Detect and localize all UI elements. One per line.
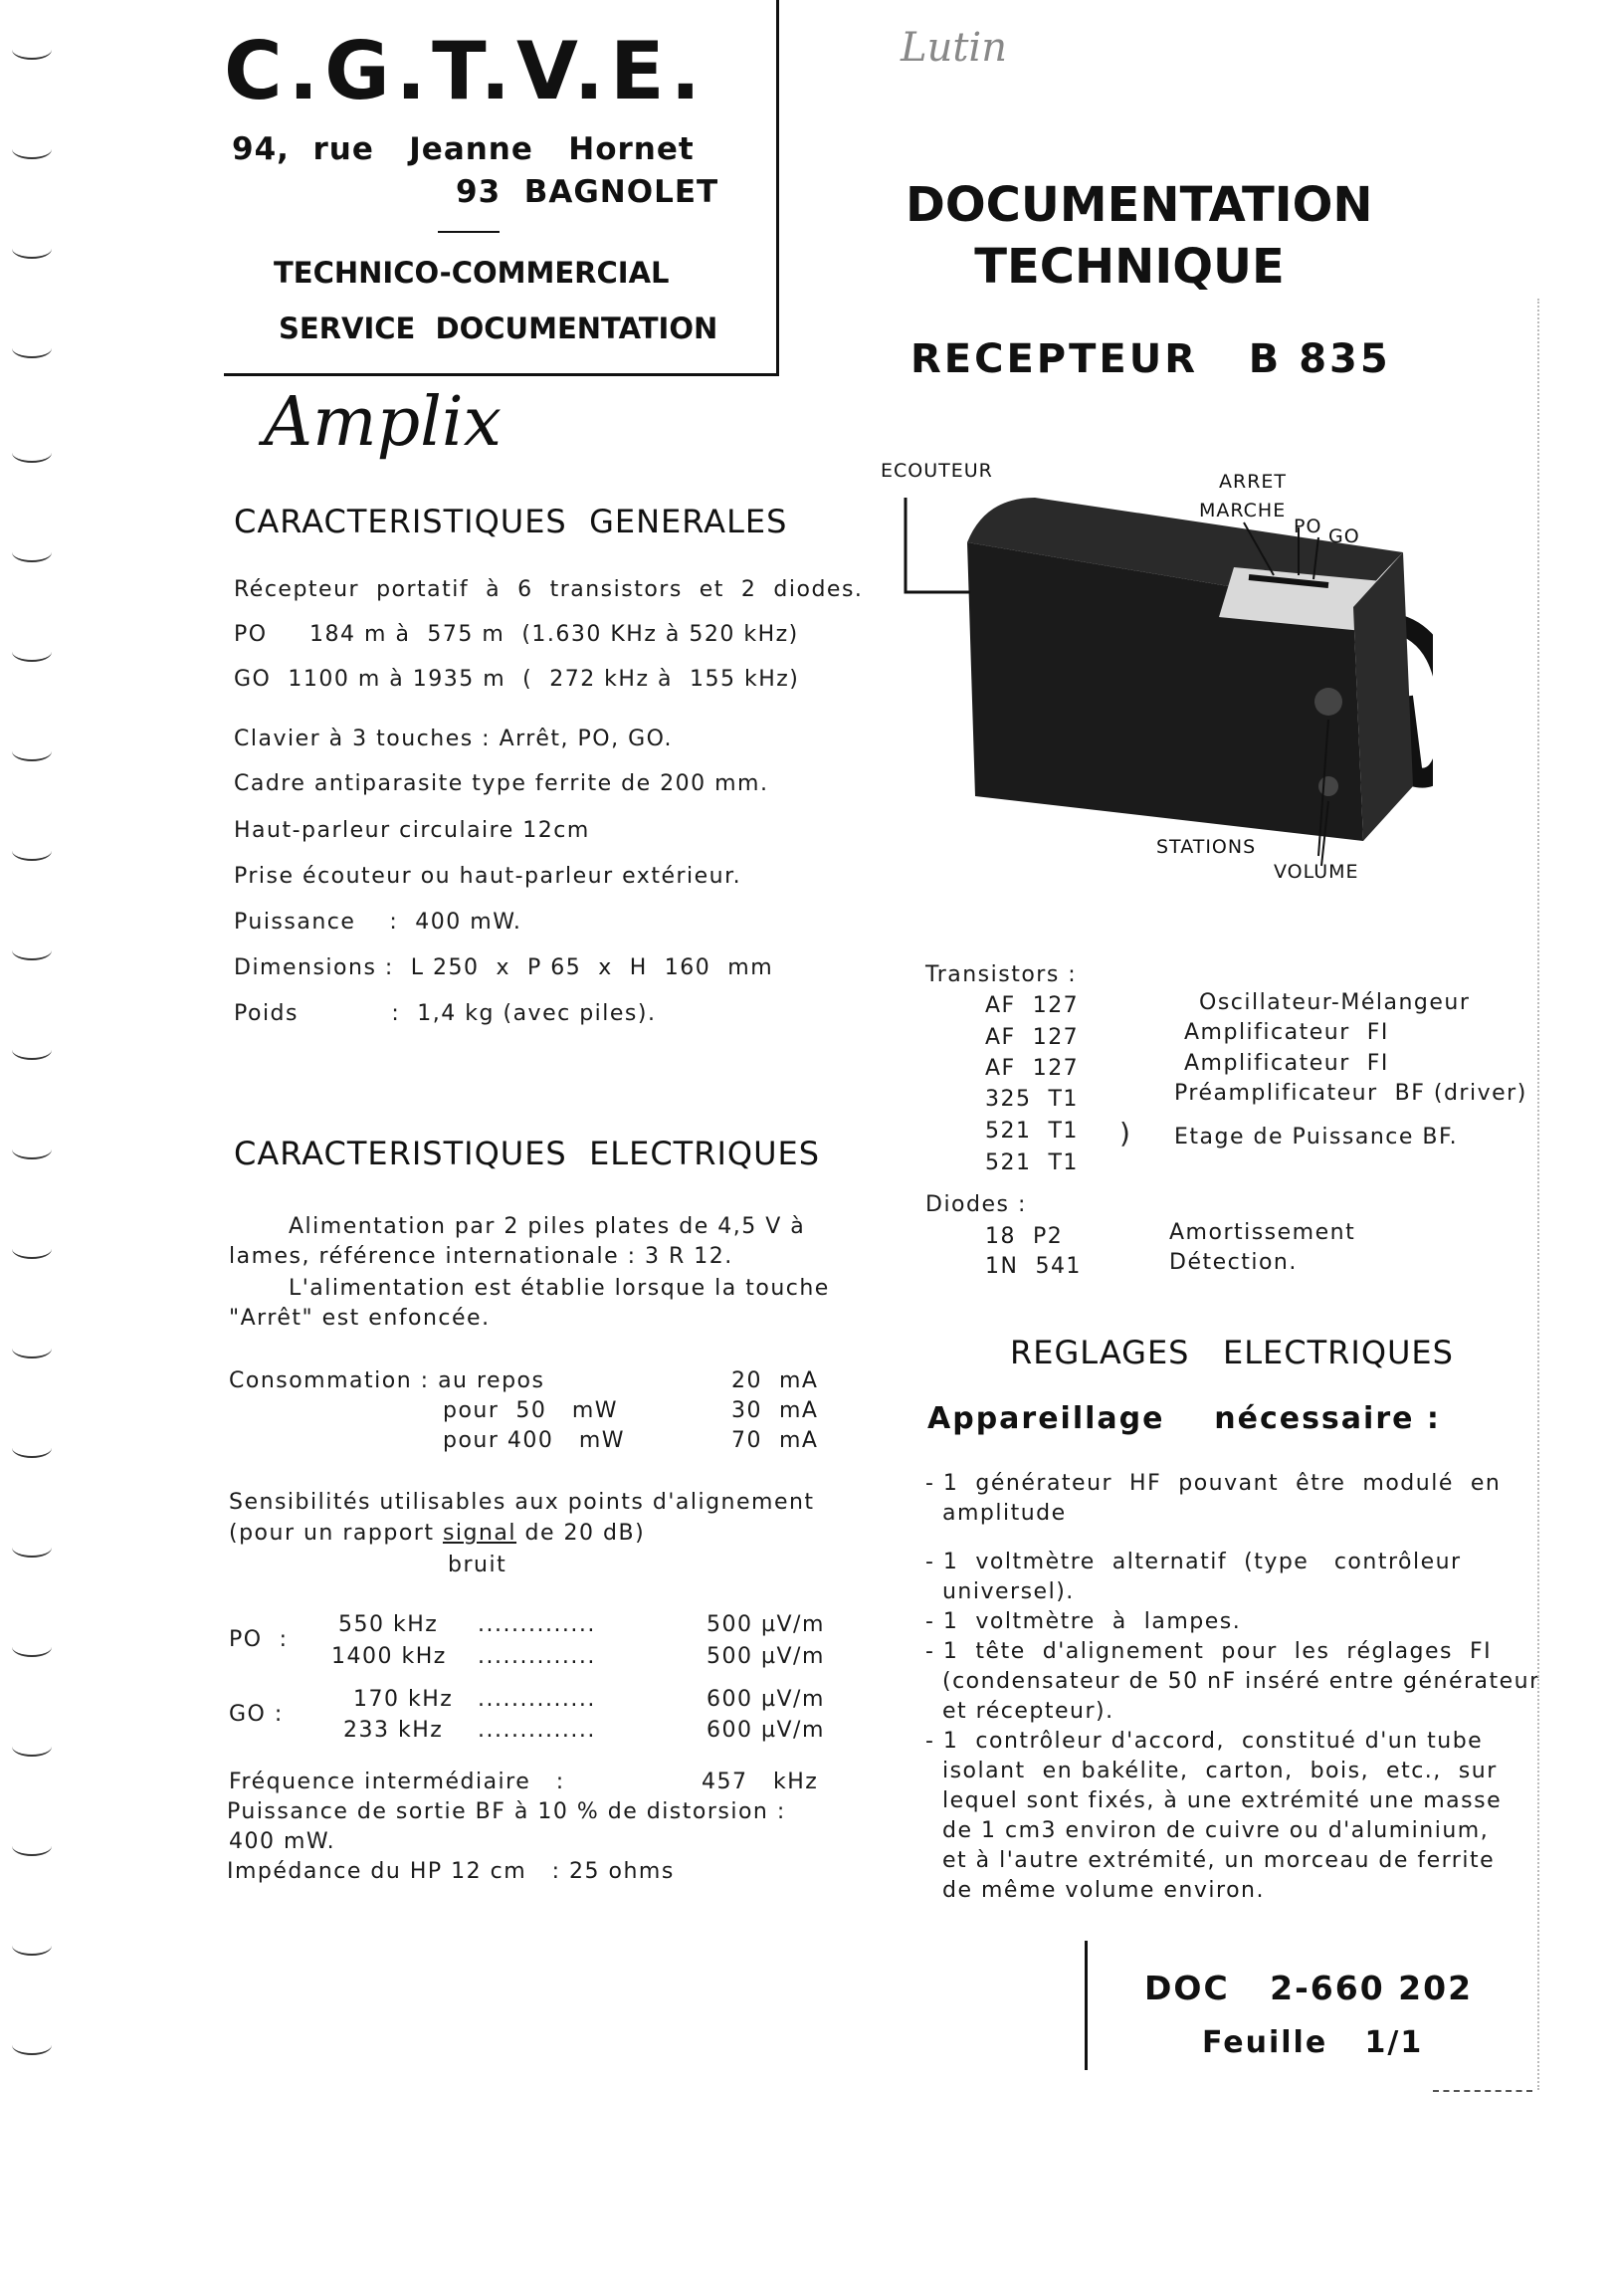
binding-mark (12, 841, 52, 861)
binding-mark (12, 1438, 52, 1458)
conso-label-row: pour 50 mW (443, 1398, 619, 1423)
label-marche: MARCHE (1199, 500, 1287, 522)
conso-value: 30 mA (731, 1398, 819, 1423)
sens-bruit: bruit (448, 1553, 507, 1577)
generales-line: Clavier à 3 touches : Arrêt, PO, GO. (234, 727, 674, 751)
generales-line: Prise écouteur ou haut-parleur extérieur. (234, 864, 742, 889)
company-name: C.G.T.V.E. (224, 25, 706, 117)
generales-line: GO 1100 m à 1935 m ( 272 kHz à 155 kHz) (234, 667, 800, 692)
header-divider (438, 231, 500, 233)
footer-dash (1433, 2090, 1532, 2092)
hp-line: Impédance du HP 12 cm : 25 ohms (227, 1859, 675, 1884)
sens-text-b: de 20 dB) (516, 1521, 646, 1546)
generales-line: Récepteur portatif à 6 transistors et 2 diodes. (234, 577, 864, 602)
appareillage-line: et récepteur). (925, 1699, 1114, 1724)
address-line-2: 93 BAGNOLET (456, 174, 719, 210)
alim-line-3: L'alimentation est établie lorsque la touche (289, 1276, 830, 1301)
transistor-ref: 325 T1 (985, 1087, 1079, 1112)
diode-role: Amortissement (1169, 1220, 1356, 1245)
tuning-knob (1314, 688, 1342, 716)
radio-diagram (876, 458, 1433, 896)
doc-number: DOC 2-660 202 (1144, 1969, 1474, 2007)
appareillage-line: - 1 tête d'alignement pour les réglages FI (925, 1639, 1493, 1664)
po-value: 500 µV/m (706, 1612, 825, 1637)
appareillage-line: universel). (925, 1579, 1075, 1604)
po-dots: .............. (478, 1612, 596, 1637)
binding-mark (12, 1637, 52, 1657)
right-edge-marks (1537, 299, 1539, 2090)
generales-line: Puissance : 400 mW. (234, 910, 522, 935)
label-ecouteur: ECOUTEUR (881, 460, 993, 482)
sens-text-a: (pour un rapport (229, 1521, 443, 1546)
sensibilite-line-2 (229, 1521, 645, 1546)
alim-line-4: "Arrêt" est enfoncée. (229, 1306, 491, 1331)
binding-mark (12, 542, 52, 562)
alim-line-1: Alimentation par 2 piles plates de 4,5 V à (289, 1214, 806, 1239)
binding-mark (12, 2035, 52, 2055)
brand-signature: Amplix (264, 383, 502, 462)
transistor-ref: AF 127 (985, 1025, 1080, 1050)
appareillage-line: de même volume environ. (925, 1878, 1265, 1903)
appareillage-line: - 1 voltmètre à lampes. (925, 1609, 1242, 1634)
label-go: GO (1328, 525, 1360, 547)
generales-line: PO 184 m à 575 m (1.630 KHz à 520 kHz) (234, 622, 799, 647)
go-dots: .............. (478, 1687, 596, 1712)
ecouteur-lead (906, 498, 970, 592)
binding-mark (12, 940, 52, 960)
generales-line: Poids : 1,4 kg (avec piles). (234, 1001, 657, 1026)
appareillage-line: isolant en bakélite, carton, bois, etc., sur (925, 1759, 1498, 1783)
alim-line-2: lames, référence internationale : 3 R 12. (229, 1244, 733, 1269)
footer-rule (1085, 1941, 1096, 2070)
appareillage-title: Appareillage nécessaire : (927, 1401, 1441, 1436)
go-value: 600 µV/m (706, 1718, 825, 1743)
binding-mark (12, 741, 52, 761)
sheet-number: Feuille 1/1 (1202, 2025, 1424, 2060)
section-title-reglages: REGLAGES ELECTRIQUES (1010, 1334, 1454, 1371)
generales-line: Haut-parleur circulaire 12cm (234, 818, 590, 843)
address-line-1: 94, rue Jeanne Hornet (232, 131, 695, 167)
go-freq: 170 kHz (353, 1687, 454, 1712)
binding-mark (12, 1339, 52, 1358)
transistor-ref: 521 T1 (985, 1119, 1079, 1144)
appareillage-line: amplitude (925, 1501, 1067, 1526)
transistors-label: Transistors : (925, 962, 1078, 987)
bf-line-1: Puissance de sortie BF à 10 % de distorsion : (227, 1799, 786, 1824)
binding-mark (12, 338, 52, 358)
label-volume: VOLUME (1274, 861, 1359, 883)
go-freq: 233 kHz (343, 1718, 444, 1743)
binding-mark (12, 1737, 52, 1757)
go-value: 600 µV/m (706, 1687, 825, 1712)
binding-mark (12, 443, 52, 463)
transistor-role: Préamplificateur BF (driver) (1174, 1081, 1527, 1106)
binding-mark (12, 239, 52, 259)
diode-ref: 18 P2 (985, 1224, 1064, 1249)
binding-mark (12, 642, 52, 662)
section-title-electriques: CARACTERISTIQUES ELECTRIQUES (234, 1135, 821, 1172)
binding-mark (12, 1040, 52, 1060)
binding-mark (12, 1538, 52, 1558)
volume-knob (1318, 776, 1338, 796)
doc-title-2: TECHNIQUE (974, 239, 1285, 295)
handwritten-note: Lutin (901, 25, 1007, 71)
conso-value: 70 mA (731, 1428, 819, 1453)
appareillage-line: (condensateur de 50 nF inséré entre générateur (925, 1669, 1540, 1694)
appareillage-line: - 1 générateur HF pouvant être modulé en (925, 1471, 1502, 1496)
bracket: ) (1119, 1117, 1130, 1149)
receiver-title: RECEPTEUR B 835 (910, 336, 1391, 382)
sensibilite-line-1: Sensibilités utilisables aux points d'alignement (229, 1490, 815, 1515)
doc-title-1: DOCUMENTATION (906, 177, 1373, 233)
generales-line: Cadre antiparasite type ferrite de 200 mm. (234, 771, 769, 796)
binding-mark (12, 1836, 52, 1856)
binding-mark (12, 1140, 52, 1159)
label-stations: STATIONS (1156, 836, 1257, 858)
radio-illustration (876, 458, 1433, 896)
go-dots: .............. (478, 1718, 596, 1743)
po-label: PO : (229, 1627, 289, 1652)
dept-line-1: TECHNICO-COMMERCIAL (274, 256, 670, 290)
diode-role: Détection. (1169, 1250, 1298, 1275)
generales-line: Dimensions : L 250 x P 65 x H 160 mm (234, 955, 774, 980)
transistor-ref: AF 127 (985, 993, 1080, 1018)
dept-line-2: SERVICE DOCUMENTATION (279, 312, 718, 345)
po-freq: 1400 kHz (331, 1644, 447, 1669)
appareillage-line: - 1 contrôleur d'accord, constitué d'un tube (925, 1729, 1484, 1754)
transistor-role: Etage de Puissance BF. (1174, 1125, 1459, 1149)
transistor-role: Oscillateur-Mélangeur (1199, 990, 1471, 1015)
binding-mark (12, 139, 52, 159)
appareillage-line: lequel sont fixés, à une extrémité une masse (925, 1788, 1503, 1813)
bf-line-2: 400 mW. (229, 1829, 336, 1854)
diodes-label: Diodes : (925, 1192, 1027, 1217)
binding-mark (12, 1239, 52, 1259)
label-po: PO (1294, 516, 1322, 537)
section-title-generales: CARACTERISTIQUES GENERALES (234, 503, 788, 540)
conso-label: Consommation : au repos (229, 1368, 545, 1393)
po-dots: .............. (478, 1644, 596, 1669)
po-value: 500 µV/m (706, 1644, 825, 1669)
transistor-role: Amplificateur FI (1184, 1020, 1389, 1045)
po-freq: 550 kHz (338, 1612, 439, 1637)
appareillage-line: et à l'autre extrémité, un morceau de ferrite (925, 1848, 1496, 1873)
binding-mark (12, 1936, 52, 1956)
fi-value: 457 kHz (702, 1770, 819, 1794)
transistor-ref: AF 127 (985, 1056, 1080, 1081)
transistor-ref: 521 T1 (985, 1150, 1079, 1175)
transistor-role: Amplificateur FI (1184, 1051, 1389, 1076)
fi-label: Fréquence intermédiaire : (229, 1770, 565, 1794)
binding-mark (12, 40, 52, 60)
go-label: GO : (229, 1702, 284, 1727)
appareillage-line: - 1 voltmètre alternatif (type contrôleur (925, 1550, 1462, 1574)
conso-label-row: pour 400 mW (443, 1428, 626, 1453)
sens-signal: signal (442, 1521, 517, 1546)
appareillage-line: de 1 cm3 environ de cuivre ou d'aluminium, (925, 1818, 1490, 1843)
label-arret: ARRET (1219, 471, 1288, 493)
diode-ref: 1N 541 (985, 1254, 1082, 1279)
conso-value: 20 mA (731, 1368, 819, 1393)
